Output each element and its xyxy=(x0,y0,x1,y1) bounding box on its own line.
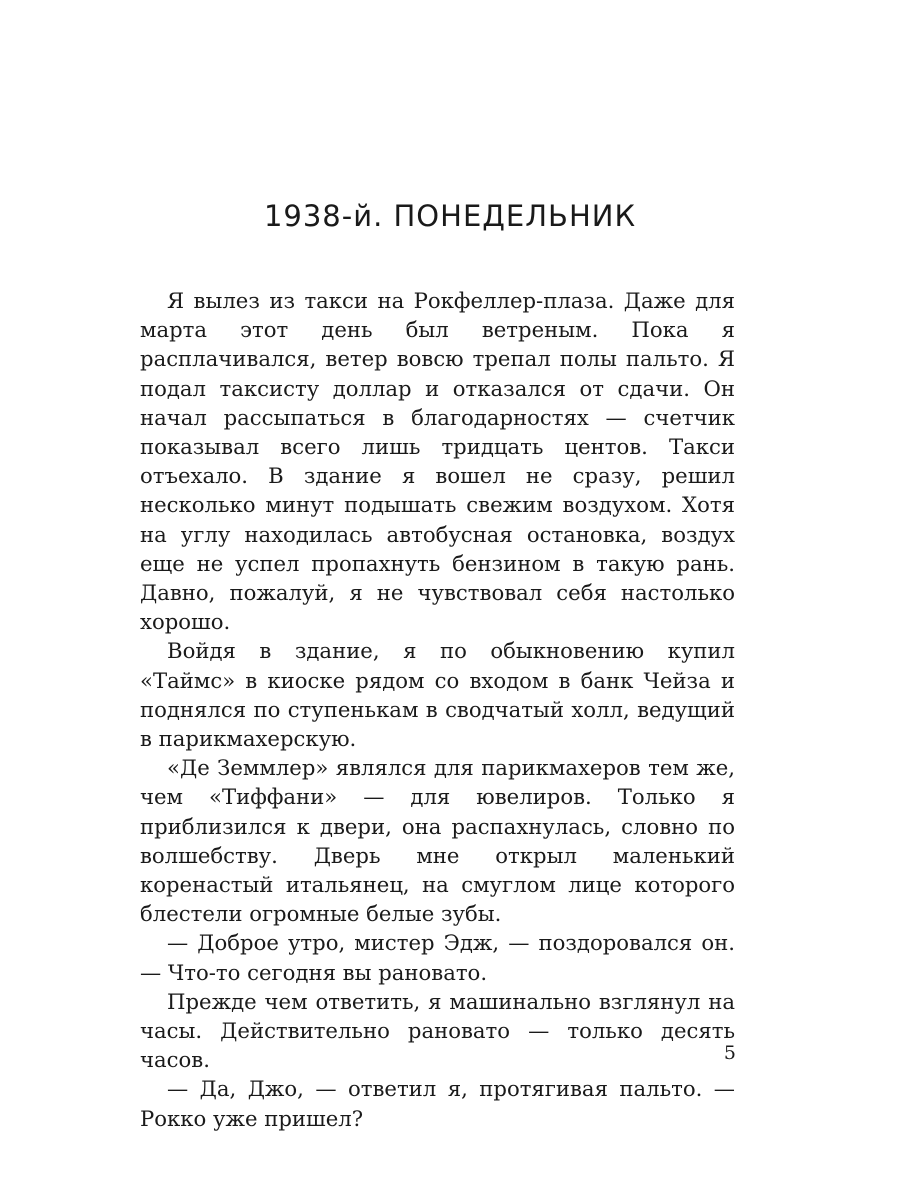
paragraph: «Де Земмлер» являлся для парикмахеров тем же, чем «Тиффани» — для ювелиров. Только я приблизился к двери, она распахнулась, словно по волшебству. Дверь мне открыл маленький коренастый итальянец, на смуглом лице которого блестели огромные белые зубы. xyxy=(140,755,735,927)
paragraph: Я вылез из такси на Рокфеллер-плаза. Даже для марта этот день был ветреным. Пока я расплачивался, ветер вовсю трепал полы пальто. Я подал таксисту доллар и отказался от сдачи. Он начал рассыпаться в благодарностях — счетчик показывал всего лишь тридцать центов. Такси отъехало. В здание я вошел не сразу, решил несколько минут подышать свежим воздухом. Хотя на углу находилась автобусная остановка, воздух еще не успел пропахнуть бензином в такую рань. Давно, пожалуй, я не чувствовал себя настолько хорошо. xyxy=(140,288,735,635)
paragraph: — Доброе утро, мистер Эдж, — поздоровался он. — Что-то сегодня вы рановато. xyxy=(140,930,735,985)
paragraph: Прежде чем ответить, я машинально взглянул на часы. Действительно рановато — только десять часов. xyxy=(140,988,735,1073)
paragraph: — Да, Джо, — ответил я, протягивая пальто. — Рокко уже пришел? xyxy=(140,1076,735,1131)
chapter-title: 1938-й. ПОНЕДЕЛЬНИК xyxy=(263,199,637,233)
page-number: 5 xyxy=(723,1042,736,1064)
chapter-body xyxy=(140,286,735,1133)
paragraph: Войдя в здание, я по обыкновению купил «Таймс» в киоске рядом со входом в банк Чейза и поднялся по ступенькам в сводчатый холл, ведущий в парикмахерскую. xyxy=(140,638,735,752)
